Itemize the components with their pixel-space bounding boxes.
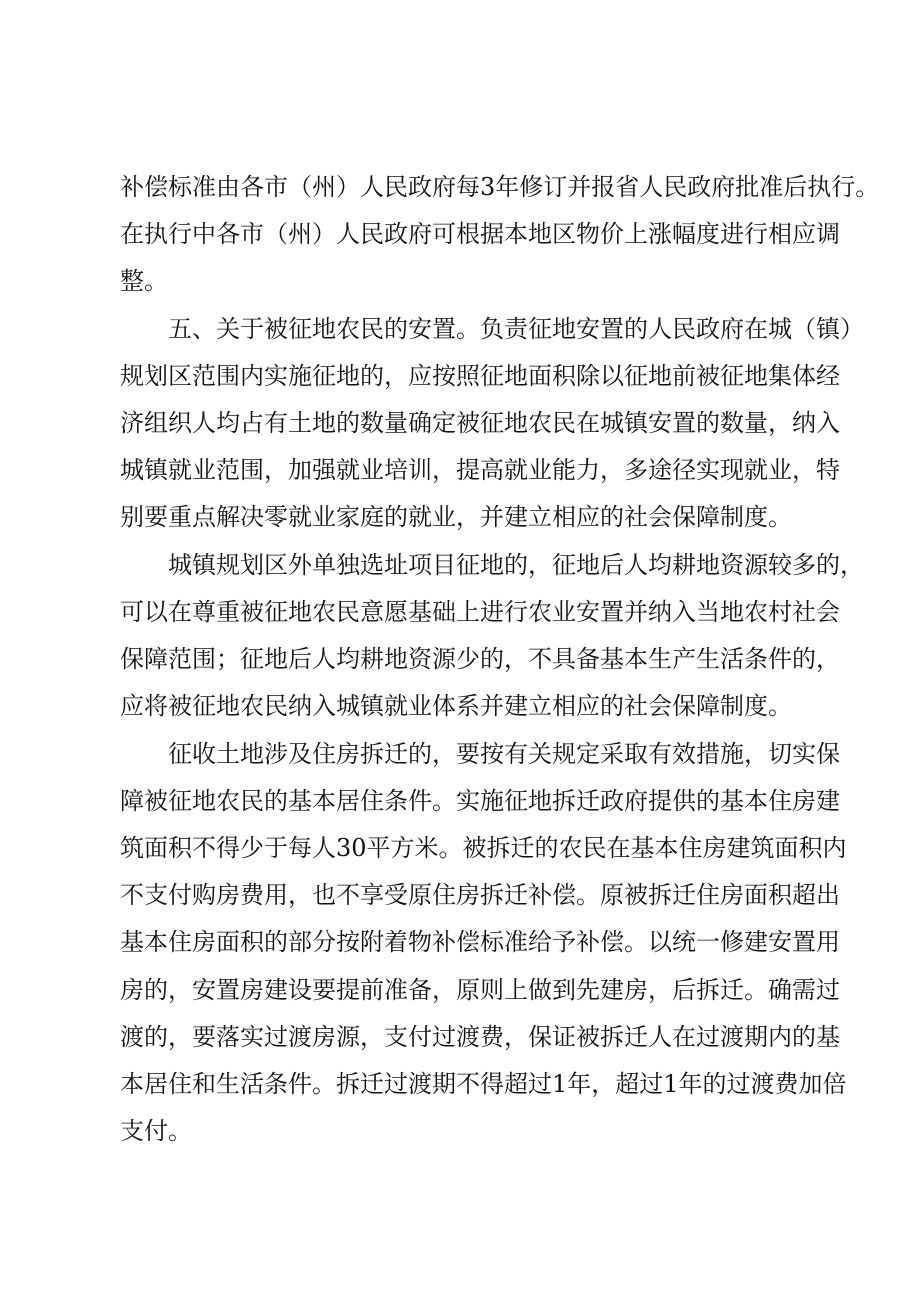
paragraph-line: 规划区范围内实施征地的，应按照征地面积除以征地前被征地集体经 bbox=[120, 362, 840, 390]
paragraph-line: 本居住和生活条件。拆迁过渡期不得超过1年，超过1年的过渡费加倍 bbox=[120, 1070, 847, 1098]
paragraph-line: 房的，安置房建设要提前准备，原则上做到先建房，后拆迁。确需过 bbox=[120, 976, 840, 1004]
paragraph-line: 支付。 bbox=[120, 1117, 192, 1145]
paragraph-line: 别要重点解决零就业家庭的就业，并建立相应的社会保障制度。 bbox=[120, 503, 792, 531]
paragraph-line: 城镇就业范围，加强就业培训，提高就业能力，多途径实现就业，特 bbox=[120, 456, 840, 484]
paragraph-line: 不支付购房费用，也不享受原住房拆迁补偿。原被拆迁住房面积超出 bbox=[120, 881, 840, 909]
paragraph-line: 济组织人均占有土地的数量确定被征地农民在城镇安置的数量，纳入 bbox=[120, 409, 840, 437]
paragraph-line: 筑面积不得少于每人30平方米。被拆迁的农民在基本住房建筑面积内 bbox=[120, 834, 847, 862]
paragraph-line: 渡的，要落实过渡房源，支付过渡费，保证被拆迁人在过渡期内的基 bbox=[120, 1023, 840, 1051]
paragraph-line: 五、关于被征地农民的安置。负责征地安置的人民政府在城（镇） bbox=[120, 315, 864, 343]
paragraph-line: 在执行中各市（州）人民政府可根据本地区物价上涨幅度进行相应调 bbox=[120, 220, 840, 248]
paragraph-line: 整。 bbox=[120, 267, 168, 295]
paragraph-line: 征收土地涉及住房拆迁的，要按有关规定采取有效措施，切实保 bbox=[120, 740, 840, 768]
paragraph-line: 基本住房面积的部分按附着物补偿标准给予补偿。以统一修建安置用 bbox=[120, 928, 840, 956]
paragraph-line: 保障范围；征地后人均耕地资源少的，不具备基本生产生活条件的， bbox=[120, 645, 840, 673]
paragraph-line: 应将被征地农民纳入城镇就业体系并建立相应的社会保障制度。 bbox=[120, 692, 792, 720]
paragraph-line: 城镇规划区外单独选址项目征地的，征地后人均耕地资源较多的， bbox=[120, 551, 864, 579]
paragraph-line: 可以在尊重被征地农民意愿基础上进行农业安置并纳入当地农村社会 bbox=[120, 598, 840, 626]
paragraph-line: 障被征地农民的基本居住条件。实施征地拆迁政府提供的基本住房建 bbox=[120, 787, 840, 815]
paragraph-line: 补偿标准由各市（州）人民政府每3年修订并报省人民政府批准后执行。 bbox=[120, 173, 880, 201]
